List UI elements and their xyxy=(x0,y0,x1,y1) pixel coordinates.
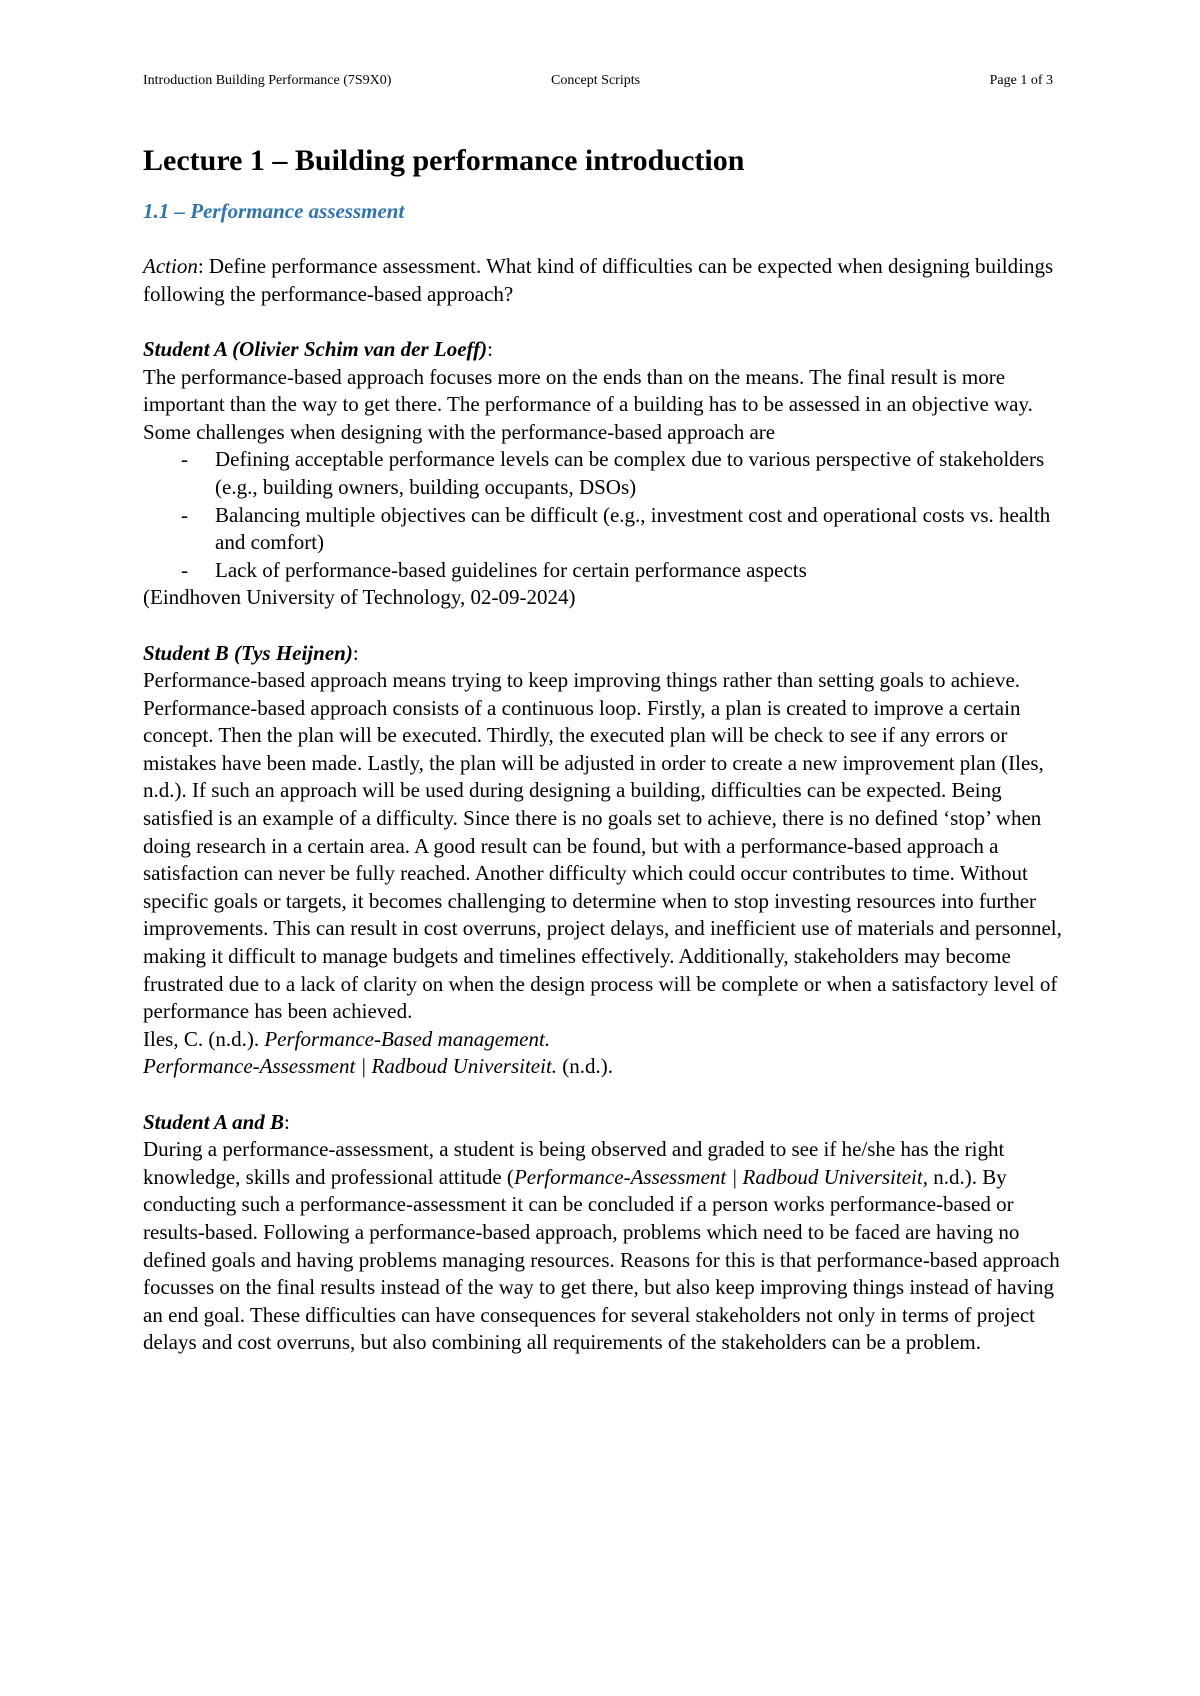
student-ab-heading: Student A and B xyxy=(143,1109,285,1134)
list-item-text: Balancing multiple objectives can be difficult (e.g., investment cost and operational costs vs. health and comfort) xyxy=(215,502,1051,555)
student-b-heading-colon: : xyxy=(352,640,359,665)
list-item xyxy=(143,502,1063,557)
list-item xyxy=(143,557,1063,585)
student-ab-heading-colon: : xyxy=(284,1109,290,1134)
student-a-challenges-list xyxy=(143,446,1063,584)
bullet-dash: - xyxy=(181,557,188,582)
header-course-title: Introduction Building Performance (7S9X0) xyxy=(143,73,392,88)
lecture-title: Lecture 1 – Building performance introduction xyxy=(143,144,745,177)
spacer xyxy=(143,612,1063,640)
list-item xyxy=(143,446,1063,501)
header-page-number: Page 1 of 3 xyxy=(989,73,1053,88)
student-ab-citation-title: Performance-Assessment | Radboud Universiteit xyxy=(513,1164,923,1189)
spacer xyxy=(143,226,1063,254)
header-document-type: Concept Scripts xyxy=(551,73,641,88)
bullet-dash: - xyxy=(181,502,188,527)
student-b-heading: Student B (Tys Heijnen) xyxy=(143,640,353,665)
student-a-heading-line xyxy=(143,336,1063,364)
student-ab-body-part-1: During a performance-assessment, a student is being observed and graded to see if he/she has the right knowledge, skills and professional attitude ( xyxy=(143,1137,1005,1189)
student-ab-heading-line xyxy=(143,1109,1063,1137)
student-a-intro: The performance-based approach focuses more on the ends than on the means. The final result is more important than the way to get there. The performance of a building has to be assessed in an objective way. xyxy=(143,364,1033,417)
student-b-reference-1 xyxy=(143,1026,1063,1054)
student-b-heading-line xyxy=(143,640,1063,668)
reference-date: (n.d.). xyxy=(557,1054,614,1079)
document-body xyxy=(143,142,1063,1357)
action-label: Action xyxy=(143,254,198,279)
student-b-body: Performance-based approach means trying to keep improving things rather than setting goals to achieve. Performance-based approach consists of a continuous loop. Firstly, a plan is created to improve a certain concept. Then the plan will be executed. Thirdly, the executed plan will be check to see if any errors or mistakes have been made. Lastly, the plan will be adjusted in order to create a new improvement plan (Iles, n.d.). If such an approach will be used during designing a building, difficulties can be expected. Being satisfied is an example of a difficulty. Since there is no goals set to achieve, there is no defined ‘stop’ when doing research in a certain area. A good result can be found, but with a performance-based approach a satisfaction can never be fully reached. Another difficulty which could occur contributes to time. Without specific goals or targets, it becomes challenging to determine when to stop investing resources into further improvements. This can result in cost overruns, project delays, and inefficient use of materials and personnel, making it difficult to manage budgets and timelines effectively. Additionally, stakeholders may become frustrated due to a lack of clarity on when the design process will be complete or when a satisfactory level of performance has been achieved. xyxy=(143,668,1062,1024)
student-a-challenges-intro: Some challenges when designing with the performance-based approach are xyxy=(143,419,776,444)
student-ab-body-part-2: , n.d.). By conducting such a performance-assessment it can be concluded if a person works performance-based or results-based. Following a performance-based approach, problems which need to be faced are having no defined goals and having problems managing resources. Reasons for this is that performance-based approach focusses on the final results instead of the way to get there, but also keep improving things instead of having an end goal. These difficulties can have consequences for several stakeholders not only in terms of project delays and cost overruns, but also combining all requirements of the stakeholders can be a problem. xyxy=(143,1164,1060,1355)
section-heading: 1.1 – Performance assessment xyxy=(143,199,405,223)
reference-author: Iles, C. (n.d.). xyxy=(143,1026,265,1051)
reference-title: Performance-Assessment | Radboud Universiteit. xyxy=(143,1054,558,1079)
spacer xyxy=(143,308,1063,336)
action-paragraph xyxy=(143,253,1063,308)
student-a-heading: Student A (Olivier Schim van der Loeff) xyxy=(143,336,488,361)
student-a-source: (Eindhoven University of Technology, 02-09-2024) xyxy=(143,585,576,610)
spacer xyxy=(143,1081,1063,1109)
student-a-heading-colon: : xyxy=(487,336,494,361)
list-item-text: Defining acceptable performance levels can be complex due to various perspective of stakeholders (e.g., building owners, building occupants, DSOs) xyxy=(215,447,1045,499)
student-ab-body xyxy=(143,1136,1063,1357)
reference-title: Performance-Based management. xyxy=(264,1026,551,1051)
bullet-dash: - xyxy=(181,447,188,472)
list-item-text: Lack of performance-based guidelines for certain performance aspects xyxy=(215,557,807,582)
action-text: : Define performance assessment. What kind of difficulties can be expected when designing buildings following the performance-based approach? xyxy=(143,254,1054,306)
running-header xyxy=(143,71,1053,91)
student-b-reference-2 xyxy=(143,1053,1063,1081)
